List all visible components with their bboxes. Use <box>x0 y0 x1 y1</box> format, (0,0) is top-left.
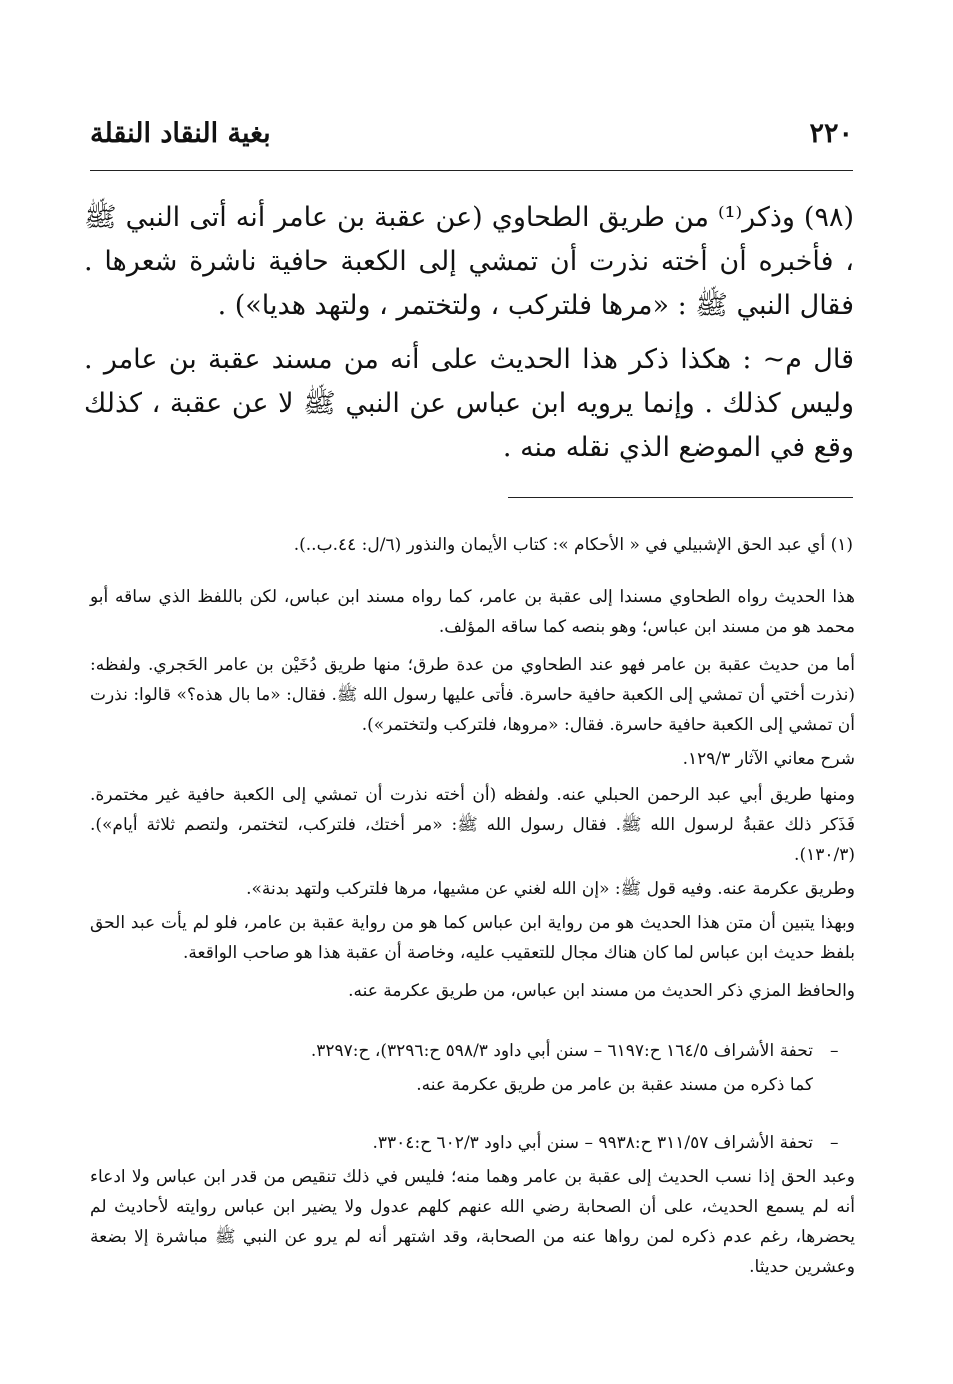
footnote-paragraph-7: وعبد الحق إذا نسب الحديث إلى عقبة بن عامر وهما منه؛ فليس في ذلك تنقيص من قدر ابن عباس ولا ادعاء أنه لم يسمع الحديث، على أن الصحابة رضي الله عنهم كلهم عدول ولا يضير ابن عباس روايته لأحاديث لم يحضرها، رغم عدم ذكره لمن رواها عنه من الصحابة، وقد اشتهر أنه لم يرو عن النبي ﷺ مباشرة إلا بضعة وعشرين حديثا. <box>90 1167 855 1277</box>
commentary-text: قال م~ : هكذا ذكر هذا الحديث على أنه من مسند عقبة بن عامر . وليس كذلك . وإنما يرويه ابن عباس عن النبي ﷺ لا عن عقبة ، كذلك وقع في الموضع الذي نقله منه . <box>84 344 854 463</box>
footnote-paragraph-3: ومنها طريق أبي عبد الرحمن الحبلي عنه. ولفظه (أن أخته نذرت أن تمشي إلى الكعبة حافية غير مختمرة. فَذَكر ذلك عقبةُ لرسول الله ﷺ. فقال رسول الله ﷺ: «مر أختك، فلتركب، لتختمر، ولتصم ثلاثة أيام»). (١٣٠/٣). <box>90 785 855 865</box>
page-number: ٢٢٠ <box>809 118 853 149</box>
page-header <box>90 118 853 158</box>
footnote-paragraph-6: والحافظ المزي ذكر الحديث من مسند ابن عباس، من طريق عكرمة عنه. <box>348 981 855 1001</box>
hadith-text: (٩٨) وذكر⁽¹⁾ من طريق الطحاوي (عن عقبة بن عامر أنه أتى النبي ﷺ ، فأخبره أن أخته نذرت أن تمشي إلى الكعبة حافية ناشرة شعرها . فقال النبي ﷺ : «مرها فلتركب ، ولتختمر ، ولتهد هديا») . <box>84 202 855 321</box>
footnote-divider <box>508 497 853 498</box>
footnote-source-1: شرح معاني الآثار ١٢٩/٣. <box>682 749 855 769</box>
main-paragraph-98 <box>84 196 854 328</box>
footnote-reference-1: تحفة الأشراف ١٦٤/٥ ح:٦١٩٧ – سنن أبي داود ٥٩٨/٣ ح:٣٢٩٦)، ح:٣٢٩٧. <box>310 1041 813 1061</box>
footnote-reference-2: تحفة الأشراف ٣١١/٥٧ ح:٩٩٣٨ – سنن أبي داود ٦٠٢/٣ ح:٣٣٠٤. <box>372 1133 813 1153</box>
footnote-paragraph-5: وبهذا يتبين أن متن هذا الحديث هو من رواية ابن عباس كما هو من رواية عقبة بن عامر، فلو لم يأت عبد الحق بلفظ حديث ابن عباس لما كان هناك مجال للتعقيب عليه، وخاصة أن عقبة هذا هو صاحب الواقعة. <box>90 913 855 963</box>
footnote-reference-1-note: كما ذكره من مسند عقبة بن عامر من طريق عكرمة عنه. <box>416 1075 813 1095</box>
footnote-1: (١) أي عبد الحق الإشبيلي في « الأحكام »: كتاب الأيمان والنذور (٦/ل: ٤٤.ب..). <box>293 535 853 555</box>
footnote-paragraph-2: أما من حديث عقبة بن عامر فهو عند الطحاوي من عدة طرق؛ منها طريق دُخَيْن بن عامر الحَجري. ولفظه: (نذرت أختي أن تمشي إلى الكعبة حافية حاسرة. فأتى عليها رسول الله ﷺ. فقال: «ما بال هذه؟» قالوا: نذرت أن تمشي إلى الكعبة حافية حاسرة. فقال: «مروها، فلتركب ولتختمر»). <box>90 655 855 735</box>
header-divider <box>90 170 853 171</box>
footnote-paragraph-4: وطريق عكرمة عنه. وفيه قول ﷺ: «إن الله لغني عن مشيها، مرها فلتركب ولتهد بدنة». <box>246 879 855 899</box>
main-paragraph-commentary <box>84 338 854 470</box>
list-dash-2: – <box>830 1133 839 1153</box>
book-title: بغية النقاد النقلة <box>90 118 271 149</box>
footnote-paragraph-1: هذا الحديث رواه الطحاوي مسندا إلى عقبة بن عامر، كما رواه مسند ابن عباس، لكن باللفظ الذي ساقه أبو محمد هو من مسند ابن عباس؛ وهو بنصه كما ساقه المؤلف. <box>90 587 855 637</box>
list-dash-1: – <box>830 1041 839 1061</box>
